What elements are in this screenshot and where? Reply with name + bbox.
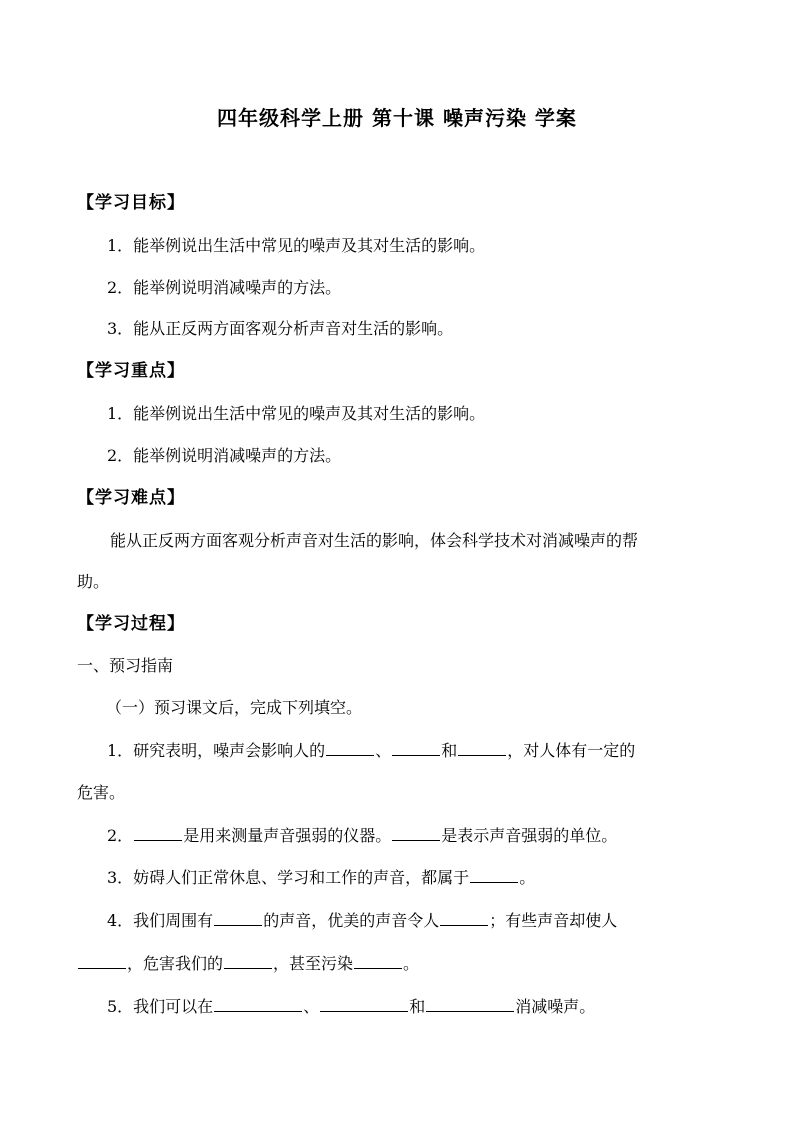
key-point-item: 1．能举例说出生活中常见的噪声及其对生活的影响。 [107,404,486,423]
question-2: 2． 是用来测量声音强弱的仪器。 是表示声音强弱的单位。 [107,826,618,845]
answer-blank[interactable] [392,825,440,841]
difficulties-text: 能从正反两方面客观分析声音对生活的影响，体会科学技术对消减噪声的帮 [110,531,639,550]
process-heading: 【学习过程】 [77,614,185,634]
question-4-cont: ，危害我们的 ，甚至污染 。 [77,953,419,975]
objective-item: 2．能举例说明消减噪声的方法。 [107,278,342,297]
question-3: 3．妨碍人们正常休息、学习和工作的声音，都属于 。 [107,868,536,887]
subsection-title: （一）预习课文后，完成下列填空。 [106,698,363,717]
answer-blank[interactable] [78,953,126,969]
answer-blank[interactable] [134,825,182,841]
answer-blank[interactable] [354,953,402,969]
page-title: 四年级科学上册 第十课 噪声污染 学案 [217,106,577,130]
answer-blank[interactable] [458,740,506,756]
question-5: 5．我们可以在 、 和 消减噪声。 [107,997,596,1016]
answer-blank[interactable] [426,996,514,1012]
question-1-cont: 危害。 [77,783,126,802]
key-point-item: 2．能举例说明消减噪声的方法。 [107,446,342,465]
question-4: 4．我们周围有 的声音，优美的声音令人 ；有些声音却使人 [107,911,618,930]
difficulties-text-cont: 助。 [77,572,110,591]
answer-blank[interactable] [214,996,302,1012]
answer-blank[interactable] [326,740,374,756]
answer-blank[interactable] [224,953,272,969]
objective-item: 3．能从正反两方面客观分析声音对生活的影响。 [107,319,454,338]
answer-blank[interactable] [214,910,262,926]
answer-blank[interactable] [440,910,488,926]
question-1: 1．研究表明，噪声会影响人的 、 和 ，对人体有一定的 [107,741,636,760]
difficulties-heading: 【学习难点】 [77,488,185,508]
answer-blank[interactable] [320,996,408,1012]
answer-blank[interactable] [392,740,440,756]
objectives-heading: 【学习目标】 [77,193,185,213]
part-one-title: 一、预习指南 [77,656,174,675]
answer-blank[interactable] [470,867,518,883]
objective-item: 1．能举例说出生活中常见的噪声及其对生活的影响。 [107,236,486,255]
key-points-heading: 【学习重点】 [77,361,185,381]
